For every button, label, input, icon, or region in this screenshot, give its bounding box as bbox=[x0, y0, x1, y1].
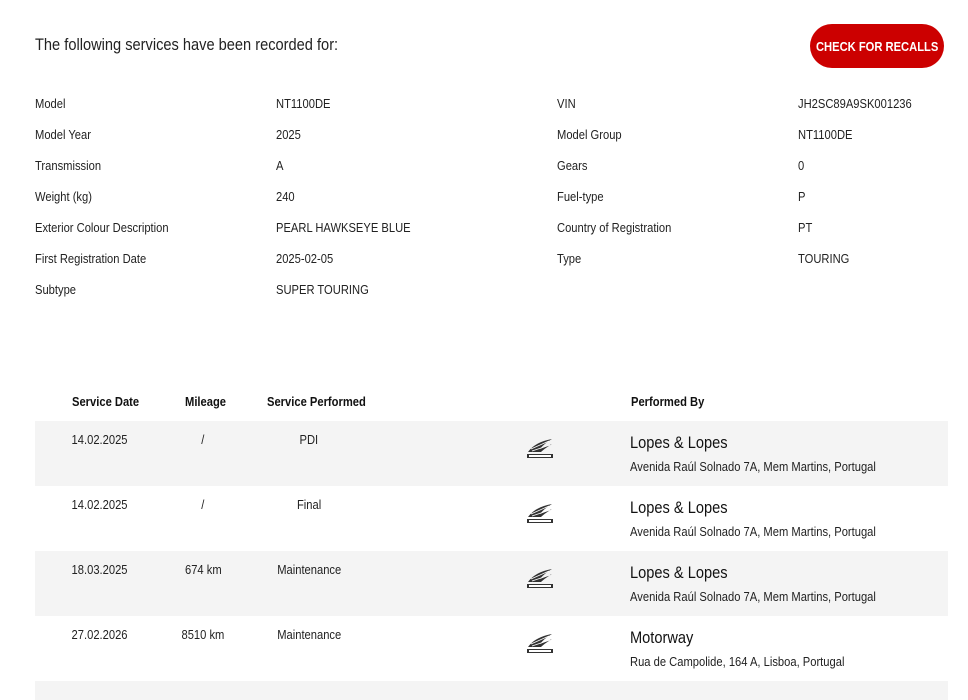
table-row bbox=[35, 616, 948, 681]
dealer-address: Rua de Campolide, 164 A, Lisboa, Portugal bbox=[630, 654, 845, 669]
dealer-name: Lopes & Lopes bbox=[630, 563, 728, 582]
spec-value-model-year: 2025 bbox=[276, 127, 301, 142]
spec-value-weight: 240 bbox=[276, 189, 295, 204]
dealer-name: Motorway bbox=[630, 628, 694, 647]
table-row bbox=[35, 551, 948, 616]
spec-label-fuel-type: Fuel-type bbox=[557, 189, 604, 204]
spec-value-model: NT1100DE bbox=[276, 96, 331, 111]
honda-wing-icon bbox=[525, 502, 555, 526]
spec-label-country: Country of Registration bbox=[557, 220, 672, 235]
service-date-cell: 27.02.2026 bbox=[72, 627, 128, 642]
intro-text: The following services have been recorded for: bbox=[35, 35, 339, 54]
table-bottom-edge bbox=[35, 681, 948, 700]
service-performed-cell: PDI bbox=[299, 432, 319, 447]
spec-value-first-registration: 2025-02-05 bbox=[276, 251, 334, 266]
honda-wing-icon bbox=[525, 632, 555, 656]
spec-value-gears: 0 bbox=[798, 158, 805, 173]
service-date-cell: 18.03.2025 bbox=[72, 562, 128, 577]
mileage-cell: 8510 km bbox=[181, 627, 225, 642]
spec-value-fuel-type: P bbox=[798, 189, 806, 204]
spec-label-model: Model bbox=[35, 96, 66, 111]
honda-wing-icon bbox=[525, 437, 555, 461]
spec-value-exterior-colour: PEARL HAWKSEYE BLUE bbox=[276, 220, 411, 235]
spec-label-gears: Gears bbox=[557, 158, 588, 173]
spec-value-model-group: NT1100DE bbox=[798, 127, 853, 142]
column-header-mileage: Mileage bbox=[185, 394, 227, 409]
spec-label-first-registration: First Registration Date bbox=[35, 251, 147, 266]
spec-value-transmission: A bbox=[276, 158, 284, 173]
service-date-cell: 14.02.2025 bbox=[72, 432, 128, 447]
check-for-recalls-button[interactable]: CHECK FOR RECALLS bbox=[810, 24, 944, 68]
mileage-cell: / bbox=[201, 432, 205, 447]
dealer-address: Avenida Raúl Solnado 7A, Mem Martins, Portugal bbox=[630, 589, 876, 604]
service-performed-cell: Maintenance bbox=[276, 627, 342, 642]
column-header-service-date: Service Date bbox=[72, 394, 140, 409]
service-performed-cell: Maintenance bbox=[276, 562, 342, 577]
column-header-performed-by: Performed By bbox=[631, 394, 705, 409]
spec-value-type: TOURING bbox=[798, 251, 850, 266]
honda-wing-icon bbox=[525, 567, 555, 591]
spec-value-vin: JH2SC89A9SK001236 bbox=[798, 96, 912, 111]
spec-label-model-year: Model Year bbox=[35, 127, 91, 142]
spec-label-model-group: Model Group bbox=[557, 127, 622, 142]
table-row bbox=[35, 421, 948, 486]
mileage-cell: 674 km bbox=[184, 562, 222, 577]
dealer-address: Avenida Raúl Solnado 7A, Mem Martins, Portugal bbox=[630, 459, 876, 474]
spec-label-vin: VIN bbox=[557, 96, 576, 111]
dealer-name: Lopes & Lopes bbox=[630, 433, 728, 452]
service-performed-cell: Final bbox=[296, 497, 322, 512]
table-row bbox=[35, 486, 948, 551]
service-date-cell: 14.02.2025 bbox=[72, 497, 128, 512]
spec-label-weight: Weight (kg) bbox=[35, 189, 92, 204]
mileage-cell: / bbox=[201, 497, 205, 512]
column-header-service-performed: Service Performed bbox=[267, 394, 366, 409]
dealer-name: Lopes & Lopes bbox=[630, 498, 728, 517]
spec-label-type: Type bbox=[557, 251, 582, 266]
spec-label-transmission: Transmission bbox=[35, 158, 102, 173]
dealer-address: Avenida Raúl Solnado 7A, Mem Martins, Portugal bbox=[630, 524, 876, 539]
spec-label-subtype: Subtype bbox=[35, 282, 77, 297]
spec-value-subtype: SUPER TOURING bbox=[276, 282, 369, 297]
spec-value-country: PT bbox=[798, 220, 813, 235]
spec-label-exterior-colour: Exterior Colour Description bbox=[35, 220, 169, 235]
